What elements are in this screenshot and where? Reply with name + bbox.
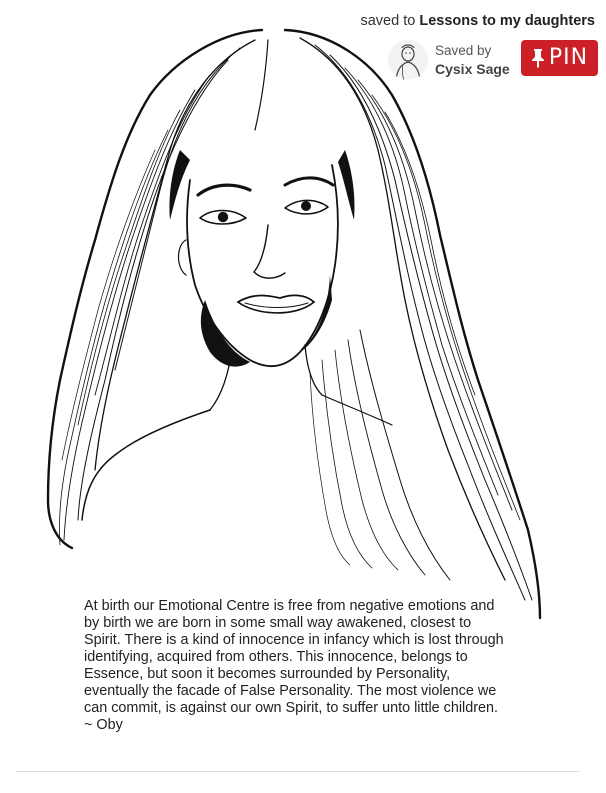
pin-button[interactable] — [521, 40, 598, 76]
pushpin-icon — [531, 48, 545, 68]
saved-to-board — [360, 13, 595, 29]
footer-divider — [16, 771, 580, 772]
avatar-portrait-icon — [388, 40, 428, 80]
pin-button-label: PIN — [548, 45, 589, 70]
saved-by-label: Saved by — [435, 43, 492, 58]
saver-avatar[interactable] — [388, 40, 428, 80]
board-name-link[interactable]: Lessons to my daughters — [419, 13, 595, 29]
saver-info — [388, 40, 518, 82]
saved-to-prefix: saved to — [360, 13, 416, 29]
saver-name-link[interactable]: Cysix Sage — [435, 61, 510, 77]
pin-description-quote: At birth our Emotional Centre is free from negative emotions and by birth we are born in some small way awakened, closest to Spirit. There is a kind of innocence in infancy which is lost through identifying, acquired from others. This innocence, belongs to Essence, but soon it becomes surrounded by Personality, eventually the facade of False Personality. The most violence we can commit, is against our own Spirit, to suffer unto little children. ~ Oby — [84, 598, 504, 734]
